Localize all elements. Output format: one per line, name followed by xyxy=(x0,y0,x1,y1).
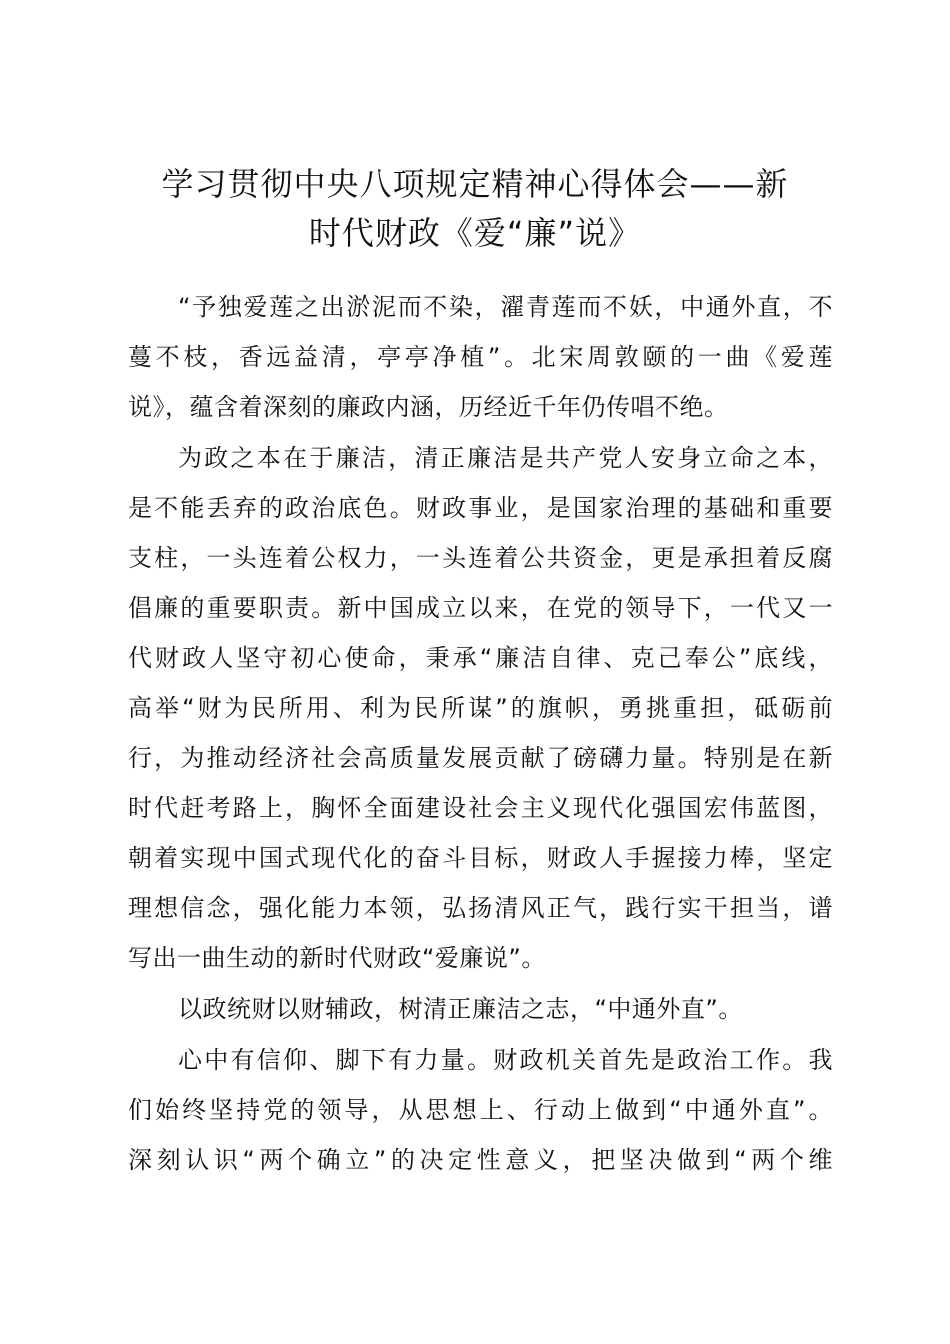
paragraph-1 xyxy=(128,282,833,432)
text-line: 是不能丢弃的政治底色。财政事业，是国家治理的基础和重要 xyxy=(128,494,833,522)
document-title xyxy=(110,160,840,258)
paragraph-3 xyxy=(128,984,833,1034)
title-line-2: 时代财政《爱“廉”说》 xyxy=(308,214,642,252)
text-line: 蔓不枝，香远益清，亭亭净植”。北宋周敦颐的一曲《爱莲 xyxy=(128,343,833,371)
text-line: 高举“财为民所用、利为民所谋”的旗帜，勇挑重担，砥砺前 xyxy=(128,694,833,722)
text-line: 支柱，一头连着公权力，一头连着公共资金，更是承担着反腐 xyxy=(128,544,833,572)
text-line: 们始终坚持党的领导，从思想上、行动上做到“中通外直”。 xyxy=(128,1096,833,1124)
text-line: 朝着实现中国式现代化的奋斗目标，财政人手握接力棒，坚定 xyxy=(128,844,833,872)
paragraph-4 xyxy=(128,1035,833,1185)
text-line: 写出一曲生动的新时代财政“爱廉说”。 xyxy=(128,944,546,972)
text-line: 为政之本在于廉洁，清正廉洁是共产党人安身立命之本， xyxy=(178,444,833,472)
text-line: 行，为推动经济社会高质量发展贡献了磅礴力量。特别是在新 xyxy=(128,744,833,772)
document-body xyxy=(128,282,833,1185)
text-line: 理想信念，强化能力本领，弘扬清风正气，践行实干担当，谱 xyxy=(128,894,833,922)
text-line: 说》，蕴含着深刻的廉政内涵，历经近千年仍传唱不绝。 xyxy=(128,393,729,421)
paragraph-2 xyxy=(128,433,833,983)
text-line: 深刻认识“两个确立”的决定性意义，把坚决做到“两个维 xyxy=(128,1146,833,1174)
text-line: 倡廉的重要职责。新中国成立以来，在党的领导下，一代又一 xyxy=(128,594,833,622)
title-line-1: 学习贯彻中央八项规定精神心得体会——新 xyxy=(161,165,789,203)
text-line: 代财政人坚守初心使命，秉承“廉洁自律、克己奉公”底线， xyxy=(128,644,833,672)
text-line: “予独爱莲之出淤泥而不染，濯青莲而不妖，中通外直，不 xyxy=(178,293,833,321)
text-line: 以政统财以财辅政，树清正廉洁之志，“中通外直”。 xyxy=(178,995,743,1023)
text-line: 时代赶考路上，胸怀全面建设社会主义现代化强国宏伟蓝图， xyxy=(128,794,833,822)
text-line: 心中有信仰、脚下有力量。财政机关首先是政治工作。我 xyxy=(178,1046,833,1074)
